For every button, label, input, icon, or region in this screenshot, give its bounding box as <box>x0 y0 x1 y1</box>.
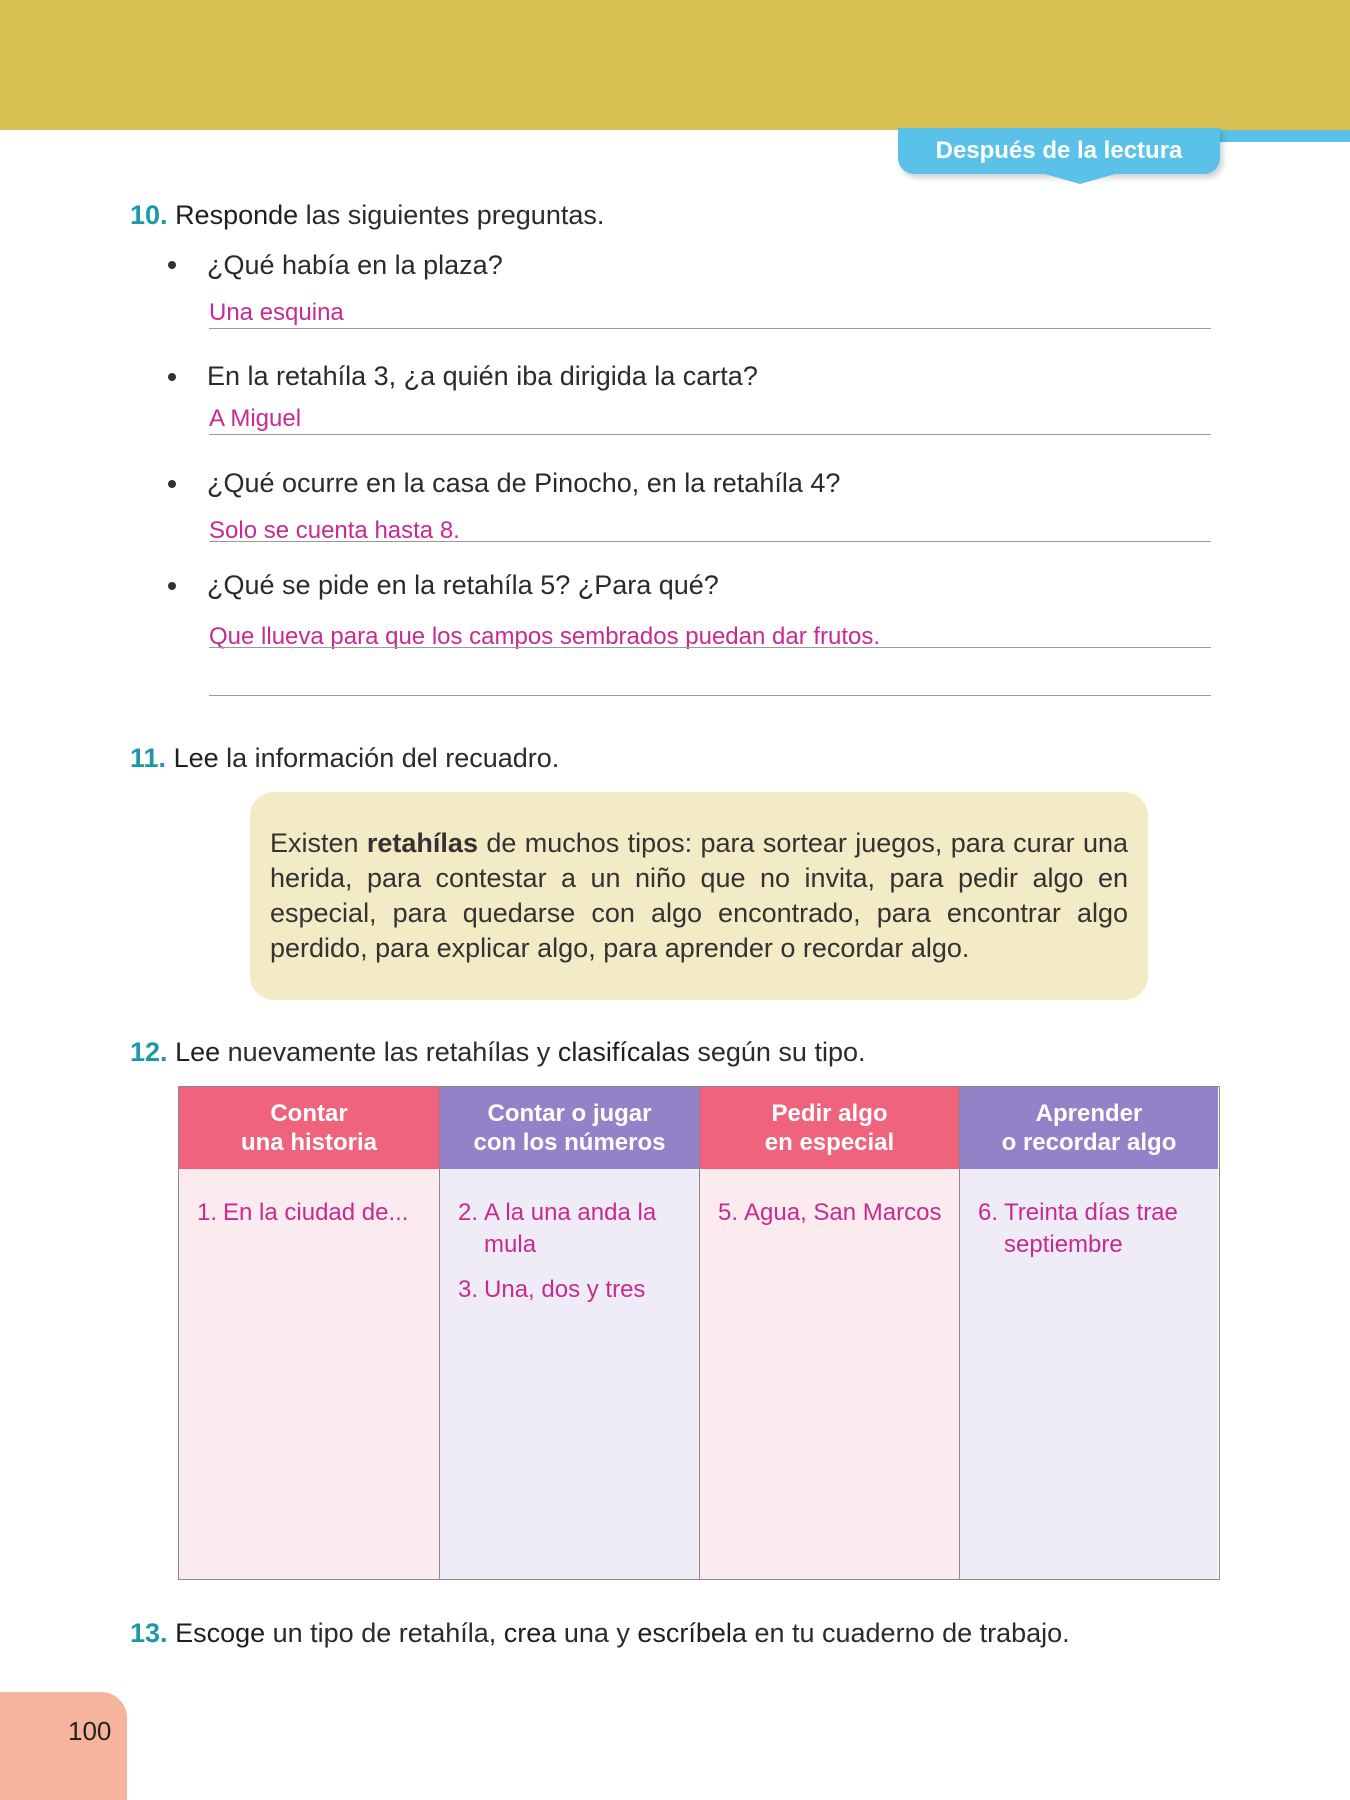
bullet <box>168 373 176 381</box>
question-13-heading <box>130 1616 1070 1650</box>
instruction-text-2: una y <box>556 1618 638 1648</box>
answer-text: Que llueva para que los campos sembrados puedan dar frutos. <box>209 623 881 650</box>
answer-text: Solo se cuenta hasta 8. <box>209 517 460 544</box>
page-number: 100 <box>0 1692 127 1800</box>
bullet <box>168 261 176 269</box>
tab-strip <box>1218 130 1350 142</box>
question-10-heading <box>130 198 604 232</box>
answer-text: Una esquina <box>209 299 344 326</box>
entry-text: A la una anda la mula <box>484 1199 657 1258</box>
instruction-text-end: según su tipo. <box>689 1037 866 1067</box>
entry-number: 6. <box>978 1199 999 1226</box>
table-column <box>439 1087 699 1579</box>
instruction-verb-3: escríbela <box>637 1618 747 1648</box>
bullet <box>168 582 176 590</box>
instruction-text-3: en tu cuaderno de trabajo. <box>746 1618 1070 1648</box>
column-body <box>700 1169 959 1229</box>
table-entry <box>458 1274 689 1306</box>
sub-question: ¿Qué se pide en la retahíla 5? ¿Para qué? <box>207 570 719 600</box>
instruction-verb: Escoge <box>175 1618 266 1648</box>
answer-line <box>209 695 1211 696</box>
instruction-verb: Lee <box>175 1037 221 1067</box>
table-entry <box>718 1197 949 1229</box>
column-header-line: con los números <box>473 1129 666 1156</box>
info-box <box>250 792 1148 1000</box>
question-number: 12. <box>130 1037 168 1067</box>
column-header-line: Contar o jugar <box>487 1100 652 1127</box>
answer-text: A Miguel <box>209 405 302 432</box>
entry-text: Treinta días trae septiembre <box>1004 1199 1178 1258</box>
table-entry <box>458 1197 689 1261</box>
instruction-text: nuevamente las retahílas y <box>220 1037 558 1067</box>
section-tab <box>898 128 1350 190</box>
instruction-text: las siguientes preguntas. <box>298 200 605 230</box>
answer-line <box>209 328 1211 329</box>
column-header-line: en especial <box>764 1129 895 1156</box>
bullet <box>168 480 176 488</box>
answer-line <box>209 541 1211 542</box>
entry-number: 3. <box>458 1276 479 1303</box>
column-body <box>960 1169 1218 1261</box>
column-header-line: Pedir algo <box>771 1100 888 1127</box>
column-header-line: o recordar algo <box>1001 1129 1177 1156</box>
question-number: 13. <box>130 1618 168 1648</box>
instruction-verb: Lee <box>173 743 219 773</box>
question-11-heading <box>130 741 559 775</box>
table-column <box>179 1087 439 1579</box>
classification-table <box>178 1086 1220 1580</box>
column-body <box>179 1169 439 1229</box>
question-12-heading <box>130 1035 865 1069</box>
table-column <box>699 1087 959 1579</box>
answer-line <box>209 647 1211 648</box>
entry-text: Agua, San Marcos <box>744 1199 942 1226</box>
entry-number: 5. <box>718 1199 739 1226</box>
info-text-start: Existen <box>270 828 367 858</box>
question-number: 10. <box>130 200 168 230</box>
sub-question: ¿Qué ocurre en la casa de Pinocho, en la retahíla 4? <box>207 468 841 498</box>
instruction-verb: Responde <box>175 200 299 230</box>
column-header-line: Aprender <box>1035 1100 1143 1127</box>
table-entry <box>197 1197 429 1229</box>
entry-text: En la ciudad de... <box>223 1199 409 1226</box>
header-band <box>0 0 1350 130</box>
column-header <box>440 1087 699 1169</box>
instruction-text: la información del recuadro. <box>218 743 560 773</box>
entry-number: 2. <box>458 1199 479 1226</box>
table-column <box>959 1087 1218 1579</box>
entry-number: 1. <box>197 1199 218 1226</box>
info-keyword: retahílas <box>366 828 478 858</box>
answer-line <box>209 434 1211 435</box>
column-header <box>179 1087 439 1169</box>
instruction-text: un tipo de retahíla, <box>265 1618 504 1648</box>
question-number: 11. <box>130 743 167 773</box>
instruction-verb-2: crea <box>503 1618 557 1648</box>
entry-text: Una, dos y tres <box>484 1276 646 1303</box>
info-text-rest: de muchos tipos: para sortear juegos, para curar una herida, para contestar a un niño que no invita, para pedir algo en especial, para quedarse con algo encontrado, para encontrar algo perdido, para explicar algo, para aprender o recordar algo. <box>270 828 1129 963</box>
section-tab-label: Después de la lectura <box>898 128 1220 174</box>
column-header <box>960 1087 1218 1169</box>
column-header-line: una historia <box>240 1129 378 1156</box>
instruction-verb-2: clasifícalas <box>557 1037 690 1067</box>
table-entry <box>978 1197 1208 1261</box>
column-header <box>700 1087 959 1169</box>
sub-question: En la retahíla 3, ¿a quién iba dirigida la carta? <box>207 361 758 391</box>
column-body <box>440 1169 699 1306</box>
sub-question: ¿Qué había en la plaza? <box>207 250 503 280</box>
tab-pointer <box>1038 172 1122 184</box>
column-header-line: Contar <box>270 1100 348 1127</box>
